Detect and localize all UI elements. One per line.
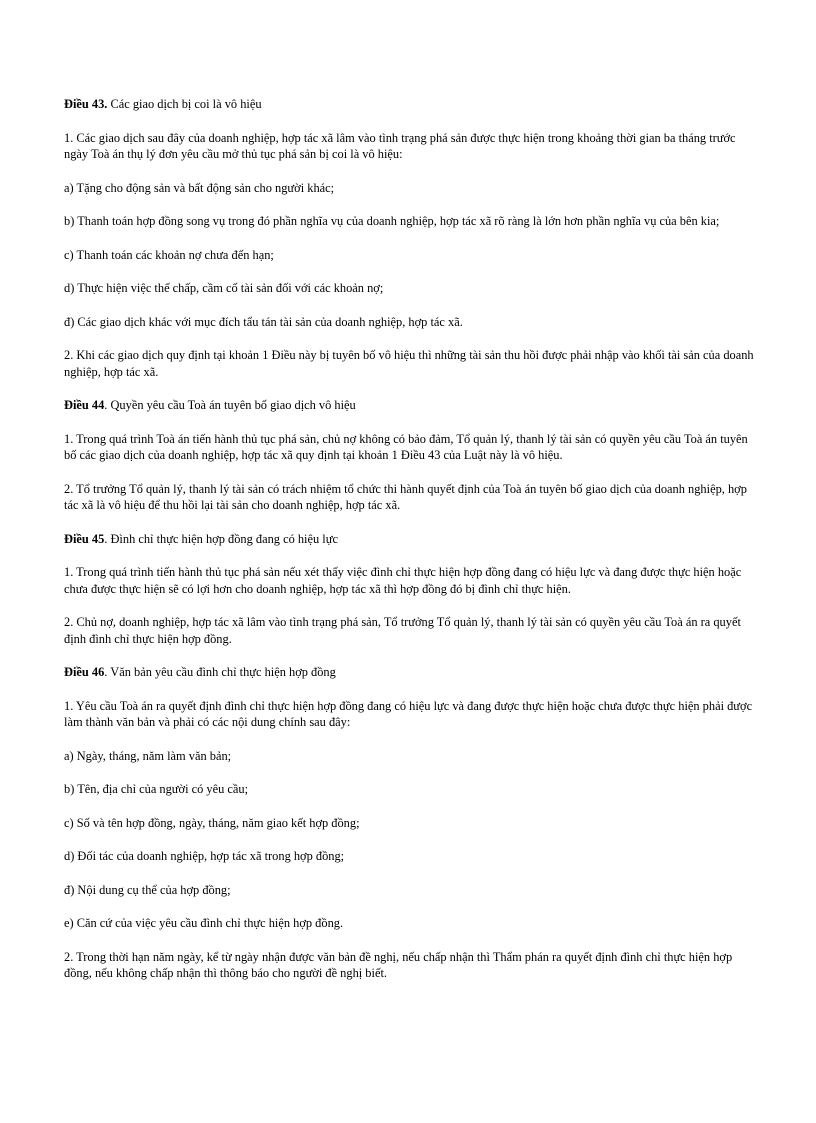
article-title: . Quyền yêu cầu Toà án tuyên bố giao dịch vô hiệu [104,398,356,412]
article-paragraph: 2. Khi các giao dịch quy định tại khoản 1 Điều này bị tuyên bố vô hiệu thì những tài sản thu hồi được phải nhập vào khối tài sản của doanh nghiệp, hợp tác xã. [64,348,754,379]
article-paragraph: 2. Chủ nợ, doanh nghiệp, hợp tác xã lâm vào tình trạng phá sản, Tổ trưởng Tổ quản lý, thanh lý tài sản có quyền yêu cầu Toà án ra quyết định đình chỉ thực hiện hợp đồng. [64,615,741,646]
article-paragraph: 1. Trong quá trình tiến hành thủ tục phá sản nếu xét thấy việc đình chỉ thực hiện hợp đồng đang có hiệu lực và đang được thực hiện hoặc chưa được thực hiện sẽ có lợi hơn cho doanh nghiệp, hợp tác xã thì hợp đồng đó bị đình chỉ thực hiện. [64,565,742,596]
article-paragraph: 1. Trong quá trình Toà án tiến hành thủ tục phá sản, chủ nợ không có bảo đảm, Tổ quản lý, thanh lý tài sản có quyền yêu cầu Toà án tuyên bố các giao dịch của doanh nghiệp, hợp tác xã quy định tại khoản 1 Điều 43 của Luật này là vô hiệu. [64,431,748,462]
article-heading [64,531,760,548]
article-paragraph: b) Thanh toán hợp đồng song vụ trong đó phần nghĩa vụ của doanh nghiệp, hợp tác xã rõ ràng là lớn hơn phần nghĩa vụ của bên kia; [64,214,720,228]
article-paragraph: 1. Yêu cầu Toà án ra quyết định đình chỉ thực hiện hợp đồng đang có hiệu lực và đang được thực hiện hoặc chưa được thực hiện phải được làm thành văn bản và phải có các nội dung chính sau đây: [64,698,753,729]
article-paragraph: d) Thực hiện việc thế chấp, cầm cố tài sản đối với các khoản nợ; [64,281,384,295]
article-title: Các giao dịch bị coi là vô hiệu [107,97,262,111]
article-45 [64,531,760,648]
article-paragraph: đ) Nội dung cụ thể của hợp đồng; [64,882,231,897]
article-paragraph: c) Số và tên hợp đồng, ngày, tháng, năm giao kết hợp đồng; [64,815,360,830]
article-paragraph: e) Căn cứ của việc yêu cầu đình chỉ thực hiện hợp đồng. [64,916,344,930]
article-heading [64,96,760,113]
document-page [64,96,760,999]
article-44 [64,397,760,514]
article-heading [64,397,760,414]
article-paragraph: d) Đối tác của doanh nghiệp, hợp tác xã trong hợp đồng; [64,849,345,863]
article-number: Điều 43. [64,97,108,111]
article-paragraph: a) Ngày, tháng, năm làm văn bản; [64,748,232,763]
article-paragraph: đ) Các giao dịch khác với mục đích tẩu tán tài sản của doanh nghiệp, hợp tác xã. [64,314,463,329]
article-title: . Văn bản yêu cầu đình chỉ thực hiện hợp đồng [104,665,336,679]
article-paragraph: 2. Trong thời hạn năm ngày, kể từ ngày nhận được văn bản đề nghị, nếu chấp nhận thì Thẩm phán ra quyết định đình chỉ thực hiện hợp đồng, nếu không chấp nhận thì thông báo cho người đề nghị biết. [64,949,733,980]
article-46 [64,664,760,982]
article-43 [64,96,760,380]
article-paragraph: 1. Các giao dịch sau đây của doanh nghiệp, hợp tác xã lâm vào tình trạng phá sản được thực hiện trong khoảng thời gian ba tháng trước ngày Toà án thụ lý đơn yêu cầu mở thủ tục phá sản bị coi là vô hiệu: [64,130,736,161]
article-number: Điều 46 [64,665,105,679]
article-title: . Đình chỉ thực hiện hợp đồng đang có hiệu lực [104,531,338,546]
article-paragraph: 2. Tổ trưởng Tổ quản lý, thanh lý tài sản có trách nhiệm tổ chức thi hành quyết định của Toà án tuyên bố giao dịch của doanh nghiệp, hợp tác xã là vô hiệu để thu hồi lại tài sản cho doanh nghiệp, hợp tác xã. [64,481,747,512]
article-paragraph: c) Thanh toán các khoản nợ chưa đến hạn; [64,247,274,262]
article-heading [64,664,760,681]
article-number: Điều 44 [64,398,105,412]
article-number: Điều 45 [64,531,105,546]
article-paragraph: b) Tên, địa chỉ của người có yêu cầu; [64,782,249,796]
article-paragraph: a) Tặng cho động sản và bất động sản cho người khác; [64,180,335,195]
